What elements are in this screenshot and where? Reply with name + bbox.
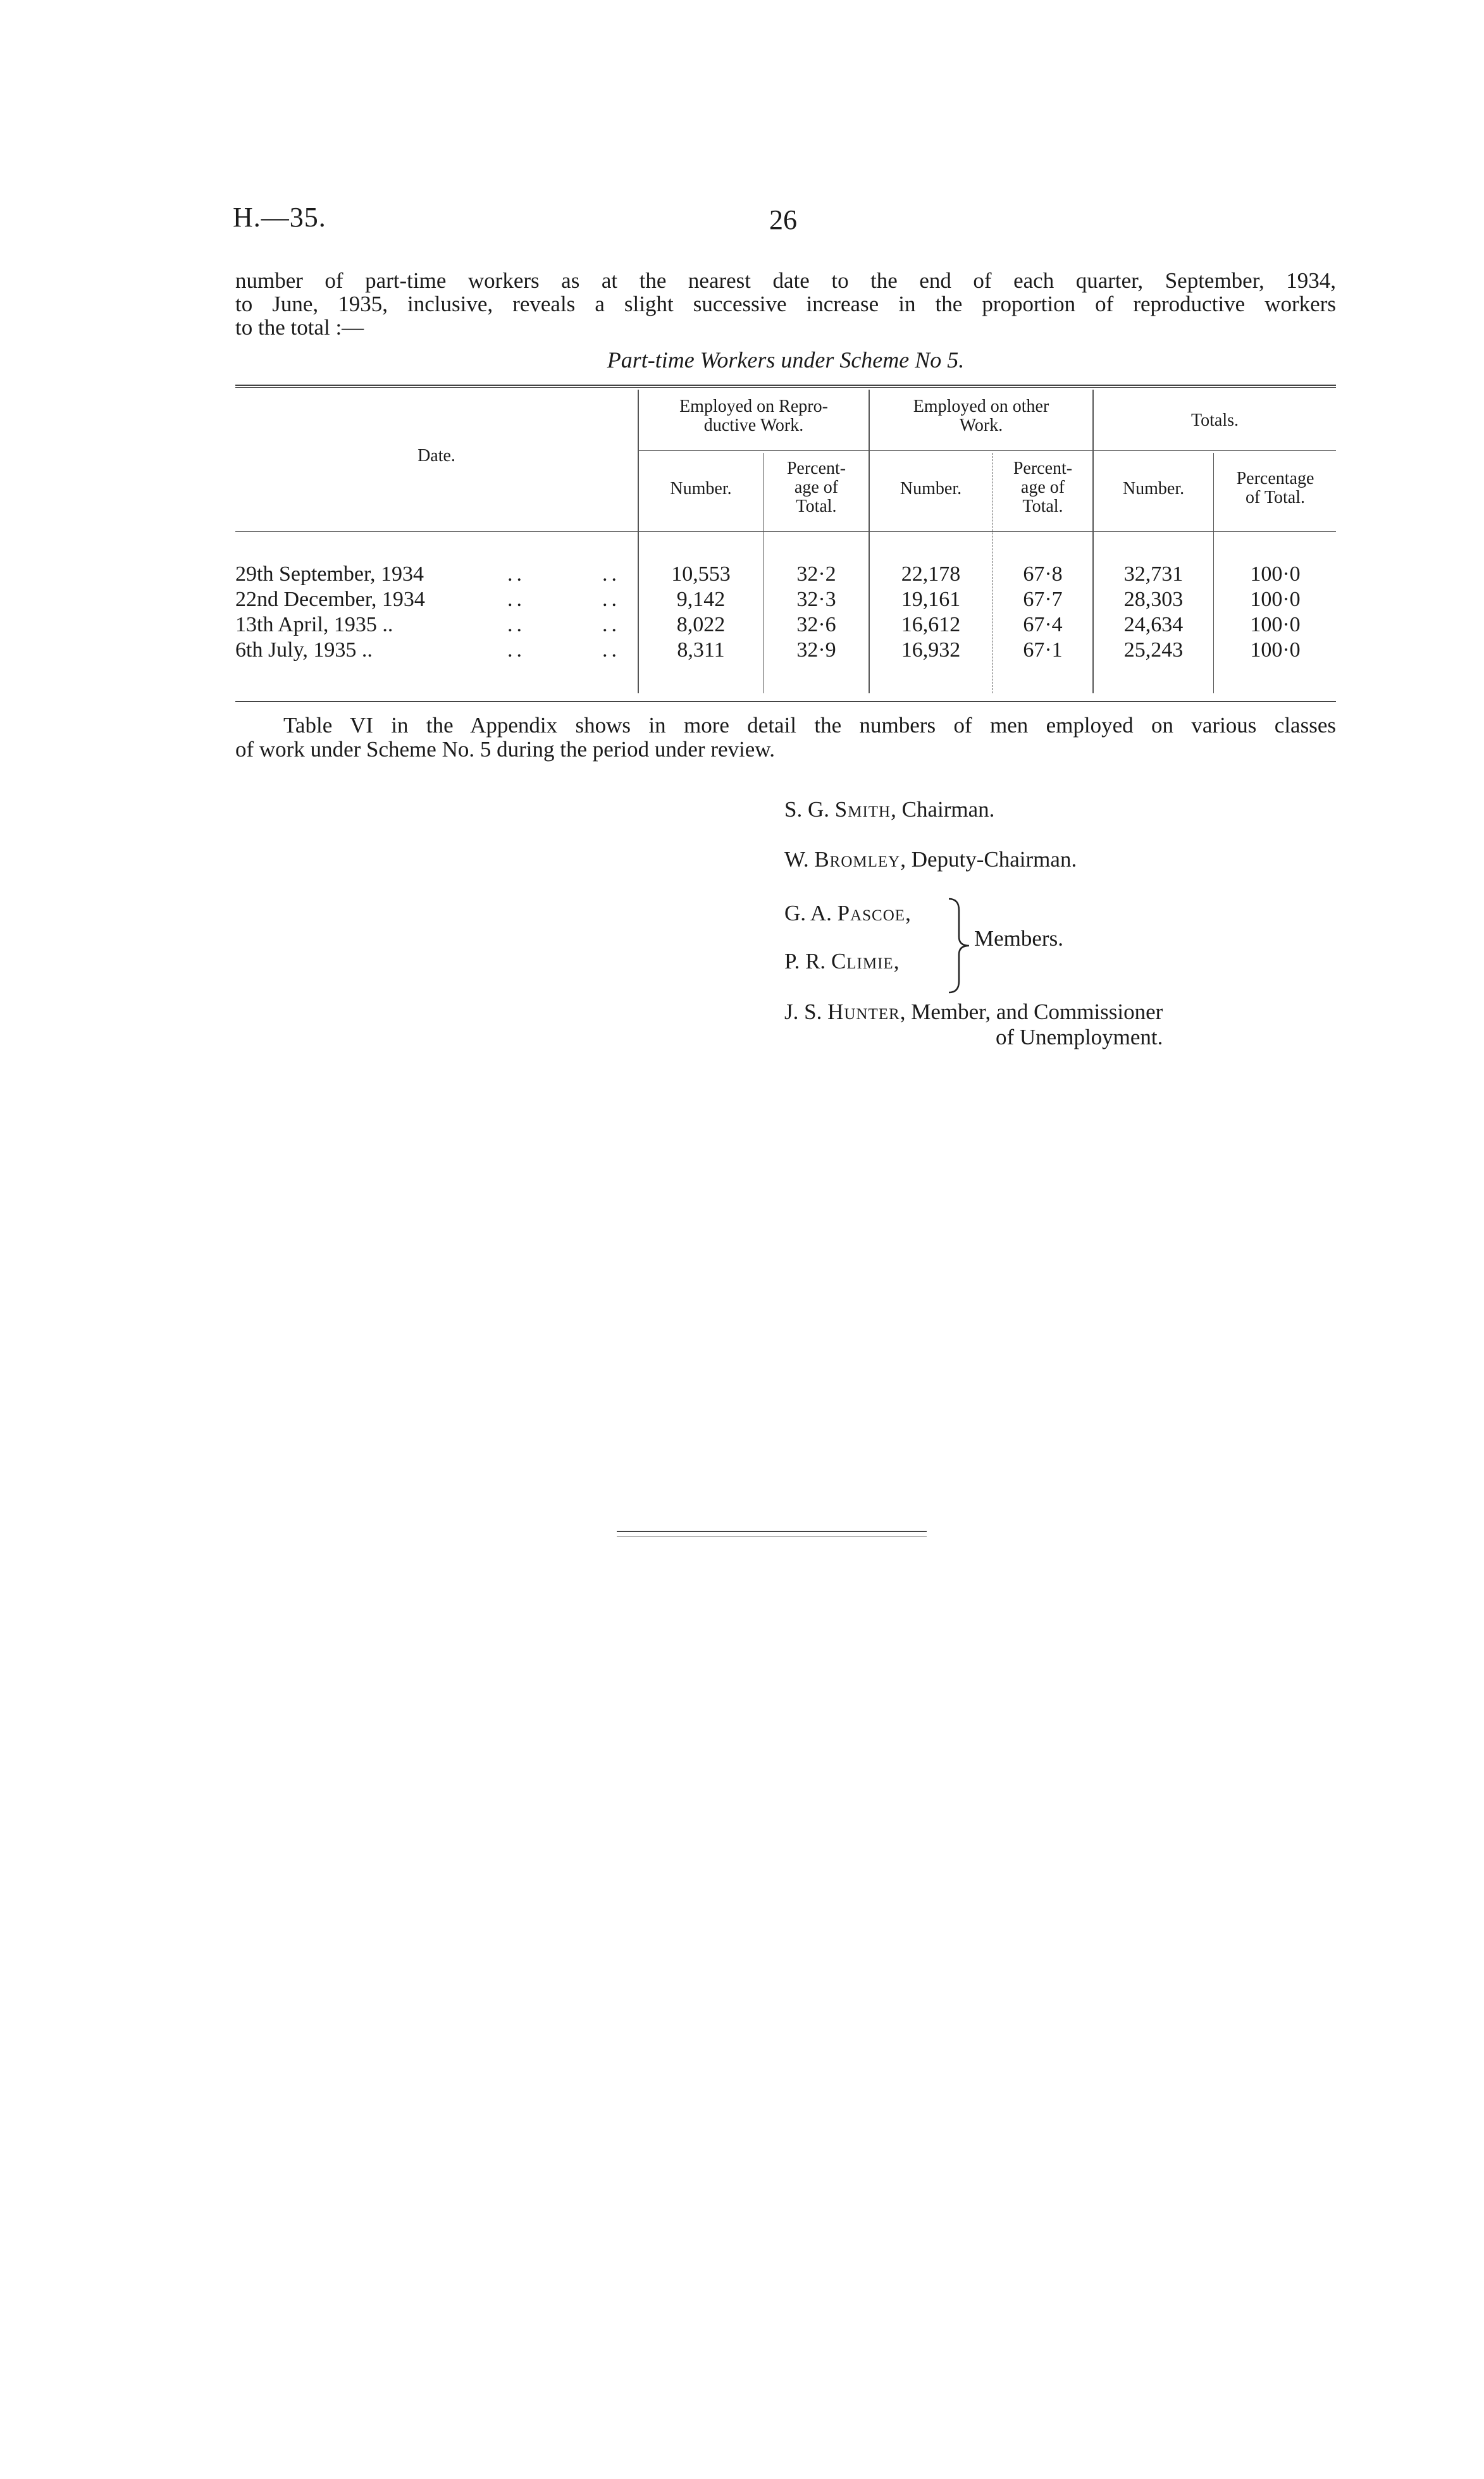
- header-line: Percent-: [1013, 459, 1073, 478]
- reproductive-number-cell: 10,553: [671, 562, 731, 586]
- other-percentage-cell: 67·8: [1023, 562, 1063, 586]
- totals-percentage-header: [1215, 469, 1336, 507]
- header-line: of Total.: [1246, 488, 1305, 507]
- other-number-header: Number.: [900, 479, 962, 498]
- intro-line: number of part-time workers as at the nearest date to the end of each quarter, September, 1934,: [235, 268, 1336, 293]
- totals-number-cell: 32,731: [1123, 562, 1184, 586]
- intro-paragraph: [235, 269, 1336, 339]
- other-number-cell: 22,178: [901, 562, 961, 586]
- group-header-rule: [639, 450, 1336, 451]
- header-line: ductive Work.: [703, 416, 804, 435]
- signatory-name: Hunter: [827, 999, 900, 1024]
- other-work-group-header: [870, 397, 1092, 435]
- header-line: Percent-: [786, 459, 846, 478]
- reproductive-percentage-cell: 32·3: [796, 588, 836, 611]
- other-percentage-cell: 67·7: [1023, 588, 1063, 611]
- comma: ,: [905, 901, 911, 925]
- other-number-cell: 16,612: [901, 613, 961, 636]
- table-caption: Part-time Workers under Scheme No 5.: [607, 347, 965, 373]
- table-row: [235, 638, 1336, 663]
- reproductive-percentage-cell: 32·9: [796, 638, 836, 662]
- row-date: 29th September, 1934: [235, 562, 424, 586]
- reproductive-percentage-cell: 32·6: [796, 613, 836, 636]
- header-line: age of: [1020, 478, 1065, 497]
- members-label: Members.: [974, 926, 1063, 951]
- brace-icon: [946, 898, 972, 994]
- note-paragraph: [235, 714, 1336, 762]
- header-bottom-rule: [235, 531, 1336, 532]
- signature-hunter-role-line2: of Unemployment.: [996, 1025, 1163, 1049]
- note-line: of work under Scheme No. 5 during the period under review.: [235, 737, 776, 762]
- reproductive-number-cell: 8,022: [676, 613, 726, 636]
- other-percentage-cell: 67·4: [1023, 613, 1063, 636]
- totals-number-header: Number.: [1122, 479, 1185, 498]
- signatory-role: , Deputy-Chairman.: [900, 847, 1077, 872]
- signatory-name: Bromley: [814, 847, 901, 872]
- table-bottom-rule: [235, 701, 1336, 702]
- note-line: Table VI in the Appendix shows in more detail the numbers of men employed on various classes: [283, 713, 1336, 738]
- comma: ,: [893, 949, 900, 974]
- totals-number-cell: 25,243: [1123, 638, 1184, 662]
- signatory-name: Climie: [831, 949, 894, 974]
- table-row: [235, 562, 1336, 587]
- other-number-cell: 16,932: [901, 638, 961, 662]
- signatory-initials: G. A.: [784, 901, 832, 925]
- leader-dots: ..: [602, 562, 621, 586]
- reproductive-percentage-cell: 32·2: [796, 562, 836, 586]
- row-date: 13th April, 1935 ..: [235, 613, 393, 636]
- signature-smith: [784, 797, 994, 822]
- signatory-initials: W.: [784, 847, 809, 872]
- reproductive-group-header: [639, 397, 869, 435]
- leader-dots: ..: [507, 588, 526, 611]
- signatory-name: Pascoe: [837, 901, 906, 925]
- signatory-role: , Member, and Commissioner: [900, 999, 1163, 1024]
- totals-percentage-cell: 100·0: [1250, 588, 1301, 611]
- part-time-workers-table: [235, 385, 1336, 702]
- header-line: Employed on other: [913, 397, 1049, 416]
- header-line: Total.: [796, 497, 837, 516]
- signature-hunter: [784, 999, 1163, 1025]
- signatory-role: , Chairman.: [891, 797, 995, 822]
- reproductive-percentage-header: [764, 459, 869, 516]
- intro-line: to the total :—: [235, 315, 364, 340]
- row-date: 22nd December, 1934: [235, 588, 425, 611]
- document-reference: H.—35.: [233, 202, 326, 233]
- signature-pascoe: [784, 901, 911, 926]
- totals-percentage-cell: 100·0: [1250, 562, 1301, 586]
- leader-dots: ..: [602, 638, 621, 662]
- table-row: [235, 587, 1336, 612]
- closing-rule: [617, 1531, 927, 1532]
- leader-dots: ..: [602, 613, 621, 636]
- row-date: 6th July, 1935 ..: [235, 638, 373, 662]
- totals-percentage-cell: 100·0: [1250, 638, 1301, 662]
- leader-dots: ..: [507, 638, 526, 662]
- reproductive-number-cell: 8,311: [677, 638, 725, 662]
- totals-percentage-cell: 100·0: [1250, 613, 1301, 636]
- signatory-initials: J. S.: [784, 999, 822, 1024]
- leader-dots: ..: [507, 613, 526, 636]
- other-percentage-header: [993, 459, 1092, 516]
- signature-bromley: [784, 847, 1077, 872]
- reproductive-number-cell: 9,142: [676, 588, 726, 611]
- totals-number-cell: 24,634: [1123, 613, 1184, 636]
- header-line: Percentage: [1236, 469, 1314, 488]
- table-top-rule: [235, 385, 1336, 386]
- leader-dots: ..: [507, 562, 526, 586]
- signatory-initials: S. G.: [784, 797, 829, 822]
- header-line: Work.: [959, 416, 1003, 435]
- table-top-rule-inner: [235, 387, 1336, 388]
- page-number: 26: [769, 204, 797, 235]
- signatory-name: Smith: [834, 797, 891, 822]
- totals-number-cell: 28,303: [1123, 588, 1184, 611]
- intro-line: to June, 1935, inclusive, reveals a slight successive increase in the proportion of reproductive workers: [235, 292, 1336, 316]
- totals-group-header: Totals.: [1190, 411, 1239, 430]
- table-row: [235, 612, 1336, 638]
- other-percentage-cell: 67·1: [1023, 638, 1063, 662]
- other-number-cell: 19,161: [901, 588, 961, 611]
- leader-dots: ..: [602, 588, 621, 611]
- header-line: Employed on Repro-: [679, 397, 828, 416]
- signatory-initials: P. R.: [784, 949, 826, 974]
- header-line: Total.: [1022, 497, 1063, 516]
- date-column-header: Date.: [417, 446, 455, 466]
- reproductive-number-header: Number.: [670, 479, 732, 498]
- signature-climie: [784, 949, 899, 974]
- header-line: age of: [794, 478, 839, 497]
